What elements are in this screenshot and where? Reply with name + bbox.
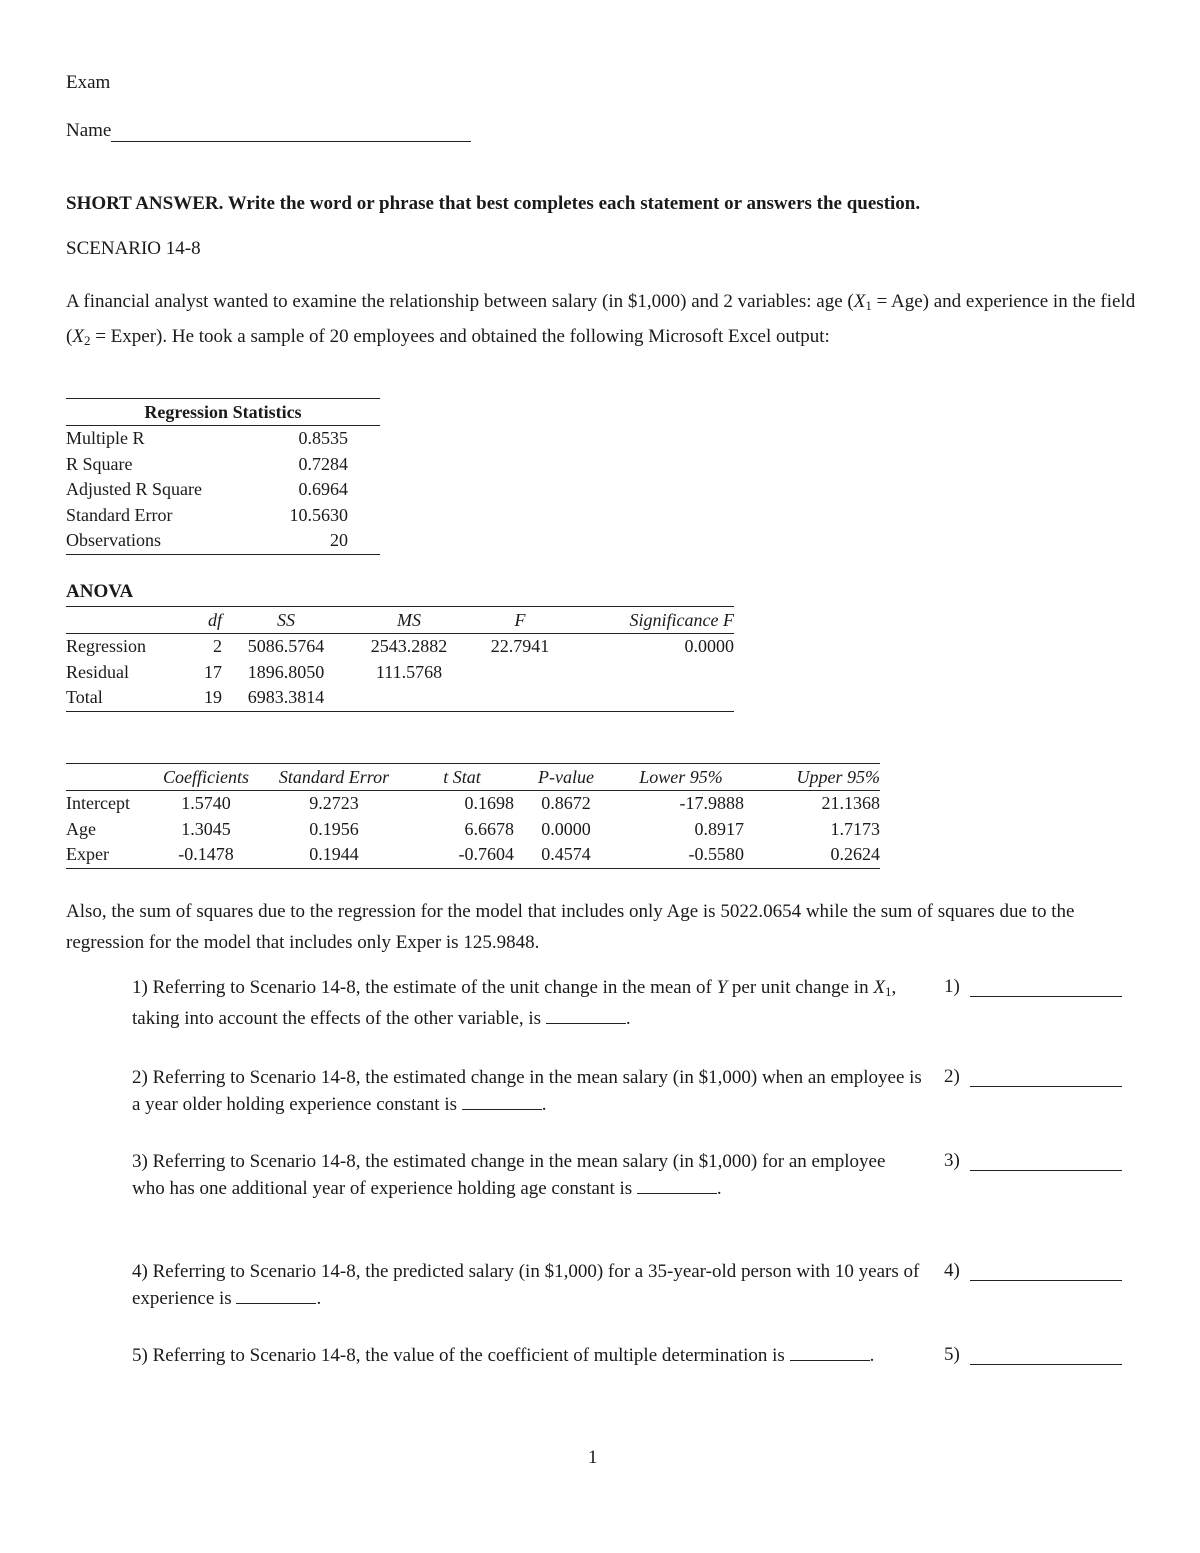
- name-label: Name: [66, 120, 112, 141]
- regression-statistics-title: Regression Statistics: [66, 399, 380, 426]
- table-row: Intercept 1.5740 9.2723 0.1698 0.8672 -17.9888 21.1368: [66, 793, 880, 814]
- table-header-row: Coefficients Standard Error t Stat P-value Lower 95% Upper 95%: [66, 764, 880, 791]
- inline-blank: [790, 1342, 870, 1361]
- question-2: 2) Referring to Scenario 14-8, the estimated change in the mean salary (in $1,000) when an employee is a year older holding experience constant is .: [132, 1067, 922, 1115]
- table-row: Exper -0.1478 0.1944 -0.7604 0.4574 -0.5580 0.2624: [66, 842, 880, 868]
- table-row: Total 19 6983.3814: [66, 685, 734, 711]
- table-row: Observations 20: [66, 528, 380, 554]
- scenario-label: SCENARIO 14-8: [66, 238, 201, 259]
- answer-line-3[interactable]: [970, 1150, 1122, 1171]
- question-1: 1) Referring to Scenario 14-8, the estimate of the unit change in the mean of Y per unit change in $X_1$, taking into account the effects of the other variable, is .: [132, 977, 897, 1029]
- answer-line-4[interactable]: [970, 1260, 1122, 1281]
- table-row: Residual 17 1896.8050 111.5768: [66, 661, 443, 682]
- also-paragraph: Also, the sum of squares due to the regression for the model that includes only Age is 5022.0654 while the sum of squares due to the regression for the model that includes only Exper is 125.9848.: [66, 901, 1075, 953]
- exam-label: Exam: [66, 72, 111, 93]
- table-row: Age 1.3045 0.1956 6.6678 0.0000 0.8917 1.7173: [66, 818, 880, 839]
- scenario-intro: A financial analyst wanted to examine the relationship between salary (in $1,000) and 2 variables: age $(X_1 = Age)$ and experience in the field ($X_2$ = Exper). He took a sample of 20 employees and obtained the following Microsoft Excel output:: [66, 291, 1136, 348]
- inline-blank: [462, 1091, 542, 1110]
- regression-statistics-table: [66, 398, 380, 555]
- table-row: R Square 0.7284: [66, 453, 348, 474]
- answer-line-2[interactable]: [970, 1066, 1122, 1087]
- table-header-row: df SS MS F Significance F: [66, 607, 734, 634]
- answer-number-3: 3): [944, 1150, 960, 1171]
- name-blank-line[interactable]: [111, 121, 471, 142]
- question-3: 3) Referring to Scenario 14-8, the estimated change in the mean salary (in $1,000) for an employee who has one additional year of experience holding age constant is .: [132, 1151, 886, 1199]
- answer-number-5: 5): [944, 1344, 960, 1365]
- name-field[interactable]: [66, 120, 471, 142]
- question-4: 4) Referring to Scenario 14-8, the predicted salary (in $1,000) for a 35-year-old person with 10 years of experience is .: [132, 1261, 920, 1309]
- page-number: 1: [588, 1447, 598, 1468]
- question-5: 5) Referring to Scenario 14-8, the value of the coefficient of multiple determination is .: [132, 1342, 922, 1369]
- table-row: Standard Error 10.5630: [66, 504, 348, 525]
- anova-table: [66, 606, 734, 712]
- inline-blank: [637, 1175, 717, 1194]
- table-row: Adjusted R Square 0.6964: [66, 479, 348, 500]
- answer-number-1: 1): [944, 976, 960, 997]
- anova-title: ANOVA: [66, 581, 134, 602]
- answer-number-4: 4): [944, 1260, 960, 1281]
- inline-blank: [236, 1285, 316, 1304]
- section-heading: SHORT ANSWER. Write the word or phrase that best completes each statement or answers the question.: [66, 193, 921, 214]
- coefficients-table: [66, 763, 880, 869]
- inline-blank: [546, 1005, 626, 1024]
- answer-number-2: 2): [944, 1066, 960, 1087]
- answer-line-1[interactable]: [970, 976, 1122, 997]
- answer-line-5[interactable]: [970, 1344, 1122, 1365]
- table-row: Regression 2 5086.5764 2543.2882 22.7941 0.0000: [66, 636, 734, 657]
- table-row: Multiple R 0.8535: [66, 428, 348, 449]
